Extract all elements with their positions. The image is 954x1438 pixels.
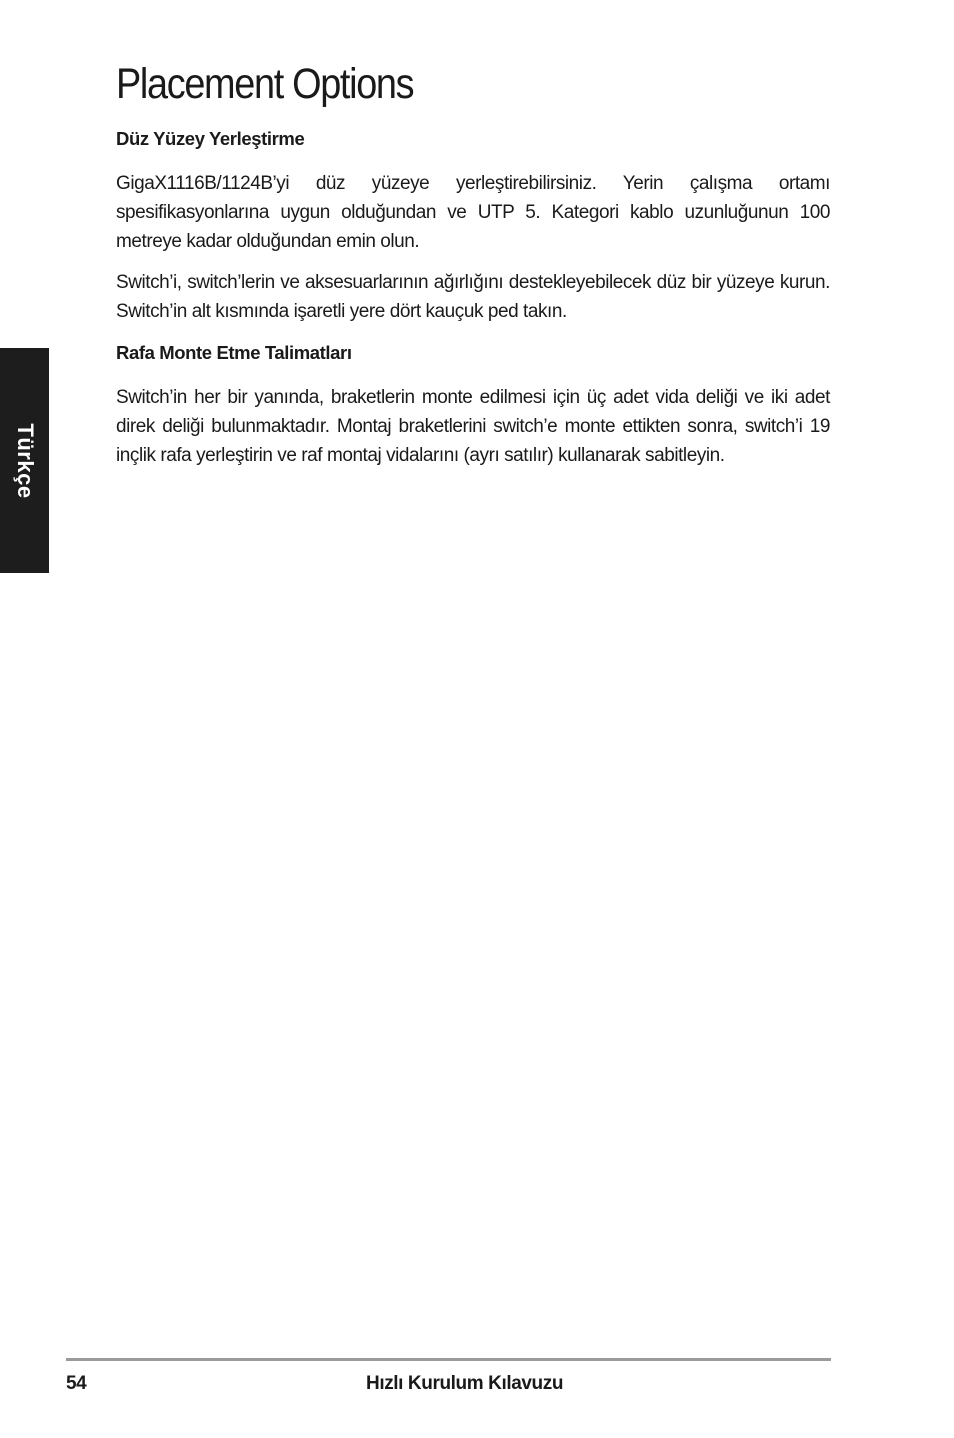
section-heading-flat-surface: Düz Yüzey Yerleştirme — [116, 128, 305, 149]
language-tab-label: Türkçe — [12, 422, 38, 499]
paragraph-flat-surface-1: GigaX1116B/1124B’yi düz yüzeye yerleştirebilirsiniz. Yerin çalışma ortamı spesifikasyonlarına uygun olduğundan ve UTP 5. Kategori kablo uzunluğunun 100 metreye kadar olduğundan emin olun. — [116, 173, 830, 252]
page-number: 54 — [66, 1373, 87, 1394]
page-title: Placement Options — [116, 60, 414, 108]
section-heading-rack-mount: Rafa Monte Etme Talimatları — [116, 342, 352, 363]
footer-title: Hızlı Kurulum Kılavuzu — [366, 1373, 564, 1394]
footer-divider — [66, 1358, 831, 1361]
paragraph-flat-surface-2: Switch’i, switch’lerin ve aksesuarlarının ağırlığını destekleyebilecek düz bir yüzeye kurun. Switch’in alt kısmında işaretli yere dört kauçuk ped takın. — [116, 272, 830, 322]
language-tab — [0, 348, 49, 573]
page-content — [116, 125, 830, 470]
paragraph-rack-mount-1: Switch’in her bir yanında, braketlerin monte edilmesi için üç adet vida deliği ve iki adet direk deliği bulunmaktadır. Montaj braketlerini switch’e monte ettikten sonra, switch’i 19 inçlik rafa yerleştirin ve raf montaj vidalarını (ayrı satılır) kullanarak sabitleyin. — [116, 387, 830, 466]
